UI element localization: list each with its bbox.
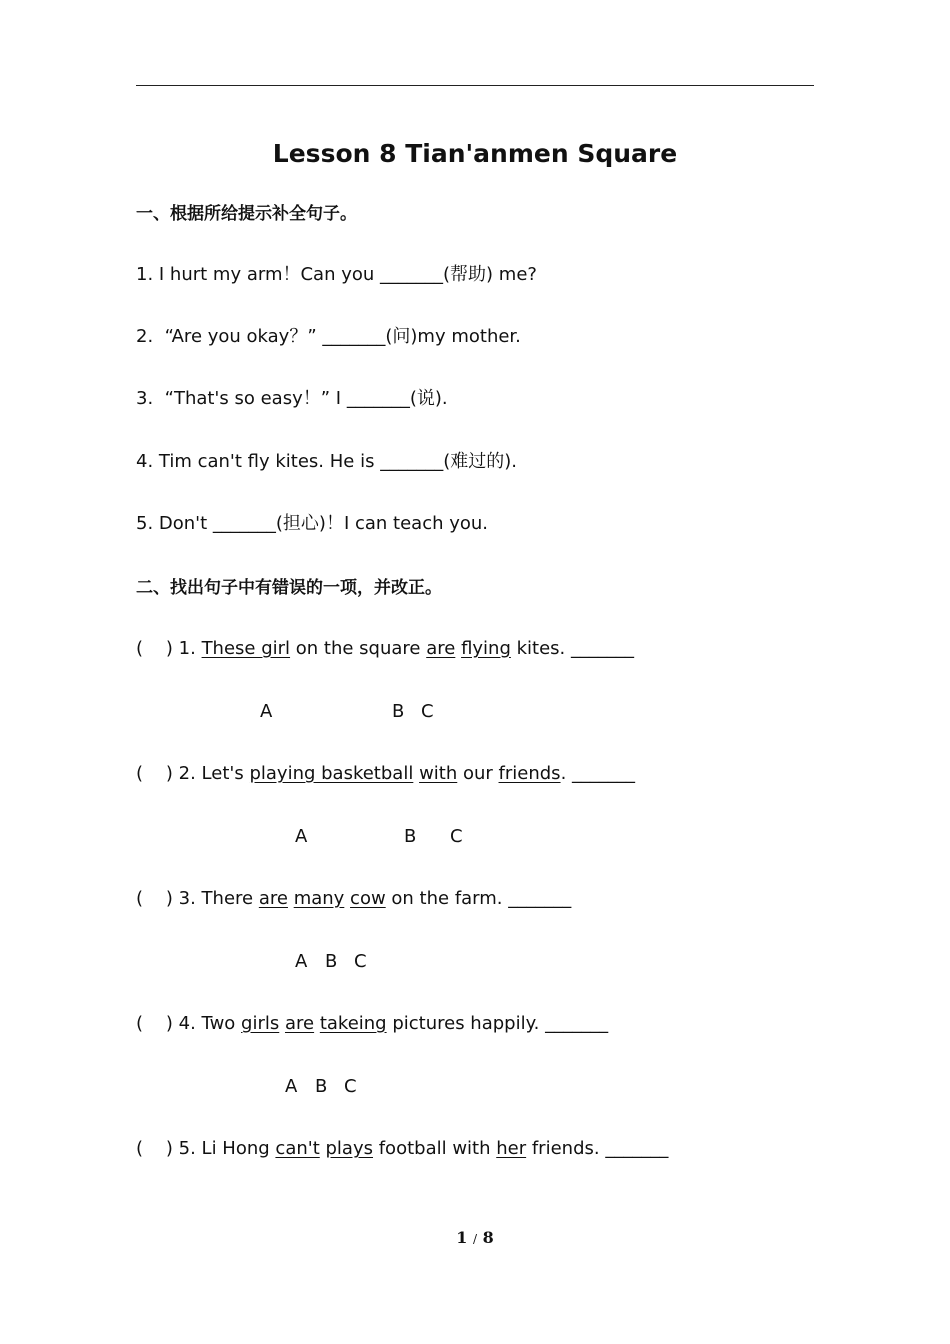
sentence-text: . — [560, 763, 573, 784]
answer-blank: _______ — [212, 513, 276, 534]
option-a-underlined: girls — [241, 1013, 280, 1034]
section1-item-5 — [136, 512, 488, 536]
option-a-underlined: playing basketball — [249, 763, 414, 784]
sentence-text: 5. Li Hong — [172, 1138, 276, 1159]
answer-blank: _______ — [605, 1138, 669, 1159]
option-a-underlined: These girl — [201, 638, 291, 659]
option-label-c: C — [354, 951, 367, 972]
item-text: 3. “That's so easy！” I — [136, 388, 347, 409]
sentence-text: 3. There — [172, 888, 259, 909]
option-label-b: B — [404, 826, 417, 847]
option-b-underlined: many — [293, 888, 345, 909]
answer-blank: _______ — [322, 326, 386, 347]
sentence-text: kites. — [510, 638, 571, 659]
option-a-underlined: can't — [275, 1138, 320, 1159]
item-hint: (难过的). — [443, 451, 517, 472]
sentence-text: on the square — [290, 638, 427, 659]
sentence-text: 4. Two — [172, 1013, 242, 1034]
sentence-text: pictures happily. — [386, 1013, 546, 1034]
sentence-text: football with — [373, 1138, 497, 1159]
option-b-underlined: are — [426, 638, 456, 659]
option-c-underlined: takeing — [319, 1013, 387, 1034]
item-text: 5. Don't — [136, 513, 213, 534]
option-label-b: B — [325, 951, 338, 972]
option-label-c: C — [344, 1076, 357, 1097]
section2-item-1 — [136, 637, 634, 661]
page-number — [0, 1228, 950, 1249]
section2-item-5 — [136, 1137, 668, 1161]
option-c-underlined: her — [496, 1138, 527, 1159]
item-text: 4. Tim can't fly kites. He is — [136, 451, 381, 472]
sentence-text: 1. — [172, 638, 202, 659]
option-c-underlined: flying — [461, 638, 511, 659]
answer-parens: ( ) — [136, 888, 173, 909]
section1-item-3 — [136, 387, 448, 411]
section1-heading: 一、根据所给提示补全句子。 — [136, 204, 357, 224]
option-label-b: B — [392, 701, 405, 722]
sentence-text: on the farm. — [385, 888, 509, 909]
answer-blank: _______ — [380, 264, 444, 285]
page-current: 1 — [456, 1228, 468, 1247]
answer-blank: _______ — [346, 388, 410, 409]
answer-blank: _______ — [380, 451, 444, 472]
option-b-underlined: are — [284, 1013, 315, 1034]
option-c-underlined: cow — [350, 888, 386, 909]
option-label-a: A — [295, 951, 308, 972]
option-label-c: C — [421, 701, 434, 722]
answer-parens: ( ) — [136, 1138, 173, 1159]
document-title: Lesson 8 Tian'anmen Square — [272, 139, 678, 168]
page-total: 8 — [482, 1228, 494, 1247]
item-hint: (问)my mother. — [385, 326, 521, 347]
section2-item-3 — [136, 887, 571, 911]
option-label-a: A — [295, 826, 308, 847]
option-b-underlined: with — [419, 763, 458, 784]
item-text: 1. I hurt my arm！Can you — [136, 264, 381, 285]
answer-blank: _______ — [571, 638, 634, 659]
option-b-underlined: plays — [325, 1138, 373, 1159]
answer-blank: _______ — [572, 763, 636, 784]
sentence-text: 2. Let's — [172, 763, 250, 784]
page-separator: / — [472, 1232, 478, 1246]
option-label-a: A — [285, 1076, 298, 1097]
item-hint: (说). — [409, 388, 448, 409]
answer-parens: ( ) — [136, 638, 173, 659]
answer-blank: _______ — [508, 888, 572, 909]
section1-item-1 — [136, 263, 537, 287]
sentence-text: friends. — [526, 1138, 606, 1159]
option-label-c: C — [450, 826, 463, 847]
option-c-underlined: friends — [498, 763, 561, 784]
option-a-underlined: are — [258, 888, 288, 909]
section1-item-4 — [136, 450, 517, 474]
section1-item-2 — [136, 325, 521, 349]
sentence-text: our — [457, 763, 499, 784]
header-rule — [136, 85, 814, 86]
item-hint: (帮助) me? — [443, 264, 537, 285]
section2-heading: 二、找出句子中有错误的一项，并改正。 — [136, 578, 442, 598]
section2-item-4 — [136, 1012, 608, 1036]
item-text: 2. “Are you okay？” — [136, 326, 323, 347]
answer-blank: _______ — [545, 1013, 609, 1034]
option-label-b: B — [315, 1076, 328, 1097]
answer-parens: ( ) — [136, 1013, 173, 1034]
option-label-a: A — [260, 701, 273, 722]
item-hint: (担心)！I can teach you. — [275, 513, 489, 534]
answer-parens: ( ) — [136, 763, 173, 784]
section2-item-2 — [136, 762, 635, 786]
